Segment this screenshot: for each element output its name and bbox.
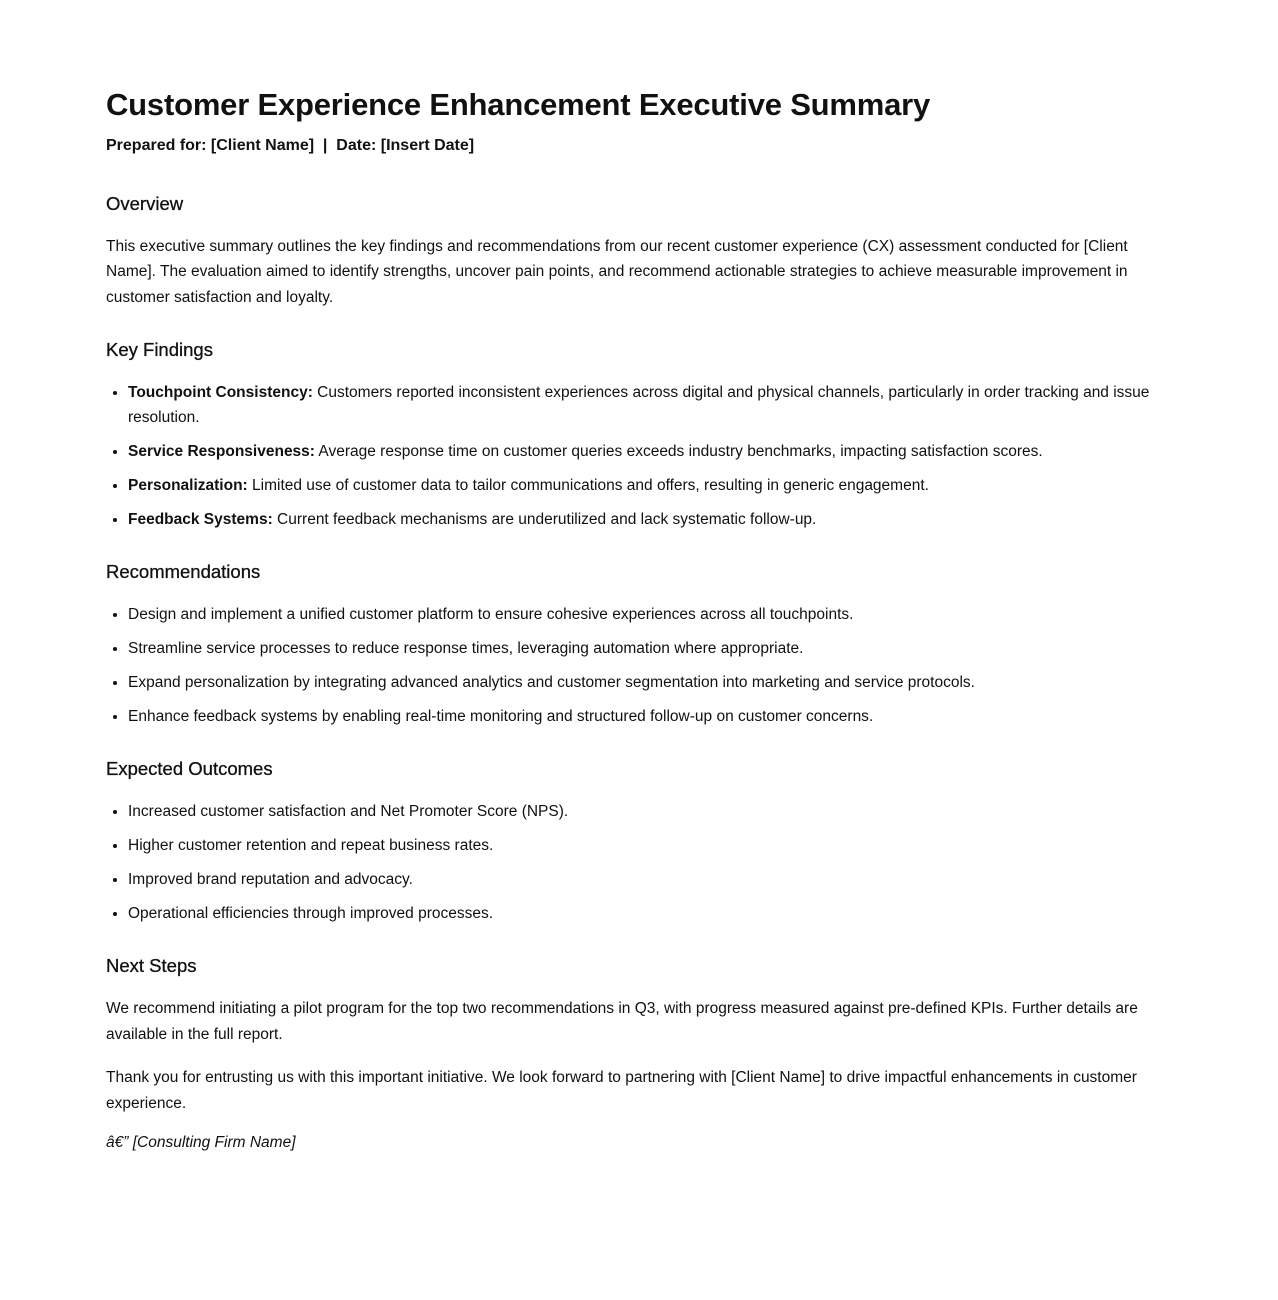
overview-body: This executive summary outlines the key findings and recommendations from our recent customer experience (CX) assessment conducted for [Client Name]. The evaluation aimed to identify strengths, uncover pain points, and recommend actionable strategies to achieve measurable improvement in customer satisfaction and loyalty. [106,237,1128,306]
key-findings-list [106,380,1172,532]
list-item: • Enhance feedback systems by enabling real-time monitoring and structured follow-up on customer concerns. [128,704,1172,729]
list-item: • Improved brand reputation and advocacy. [128,867,1172,892]
list-item [128,439,1172,464]
finding-label: Touchpoint Consistency: [128,384,313,402]
recommendations-list [106,602,1172,729]
expected-outcomes-section [106,757,1172,926]
finding-text: Average response time on customer queries exceeds industry benchmarks, impacting satisfaction scores. [314,443,1043,461]
list-item [128,473,1172,498]
key-findings-heading: Key Findings [106,339,213,361]
overview-heading: Overview [106,192,184,214]
next-steps-paragraph: We recommend initiating a pilot program for the top two recommendations in Q3, with progress measured against pre-defined KPIs. Further details are available in the full report. [106,1000,1138,1043]
list-item: • Expand personalization by integrating advanced analytics and customer segmentation into marketing and service protocols. [128,670,1172,695]
signature: â€” [Consulting Firm Name] [106,1134,296,1152]
list-item: • Design and implement a unified customer platform to ensure cohesive experiences across all touchpoints. [128,602,1172,627]
next-steps-heading: Next Steps [106,955,197,977]
overview-section [106,192,1172,311]
finding-label: Service Responsiveness: [128,443,315,461]
document-title: Customer Experience Enhancement Executive Summary [106,87,931,122]
recommendations-section [106,560,1172,729]
list-item [128,380,1172,430]
recommendations-heading: Recommendations [106,561,261,583]
finding-label: Feedback Systems: [128,511,273,529]
list-item [128,507,1172,532]
list-item: • Increased customer satisfaction and Net Promoter Score (NPS). [128,799,1172,824]
list-item: • Higher customer retention and repeat business rates. [128,833,1172,858]
closing-paragraph: Thank you for entrusting us with this important initiative. We look forward to partnering with [Client Name] to drive impactful enhancements in customer experience. [106,1069,1137,1112]
next-steps-section [106,954,1172,1152]
list-item: • Streamline service processes to reduce response times, leveraging automation where appropriate. [128,636,1172,661]
prepared-for-line: Prepared for: [Client Name] | Date: [Insert Date] [106,137,475,155]
expected-outcomes-heading: Expected Outcomes [106,758,273,780]
finding-text: Current feedback mechanisms are underutilized and lack systematic follow-up. [272,511,817,529]
list-item: • Operational efficiencies through improved processes. [128,901,1172,926]
finding-text: Customers reported inconsistent experiences across digital and physical channels, particularly in order tracking and issue resolution. [128,384,1150,427]
key-findings-section [106,338,1172,532]
expected-outcomes-list [106,799,1172,926]
finding-text: Limited use of customer data to tailor communications and offers, resulting in generic engagement. [247,477,929,495]
finding-label: Personalization: [128,477,248,495]
